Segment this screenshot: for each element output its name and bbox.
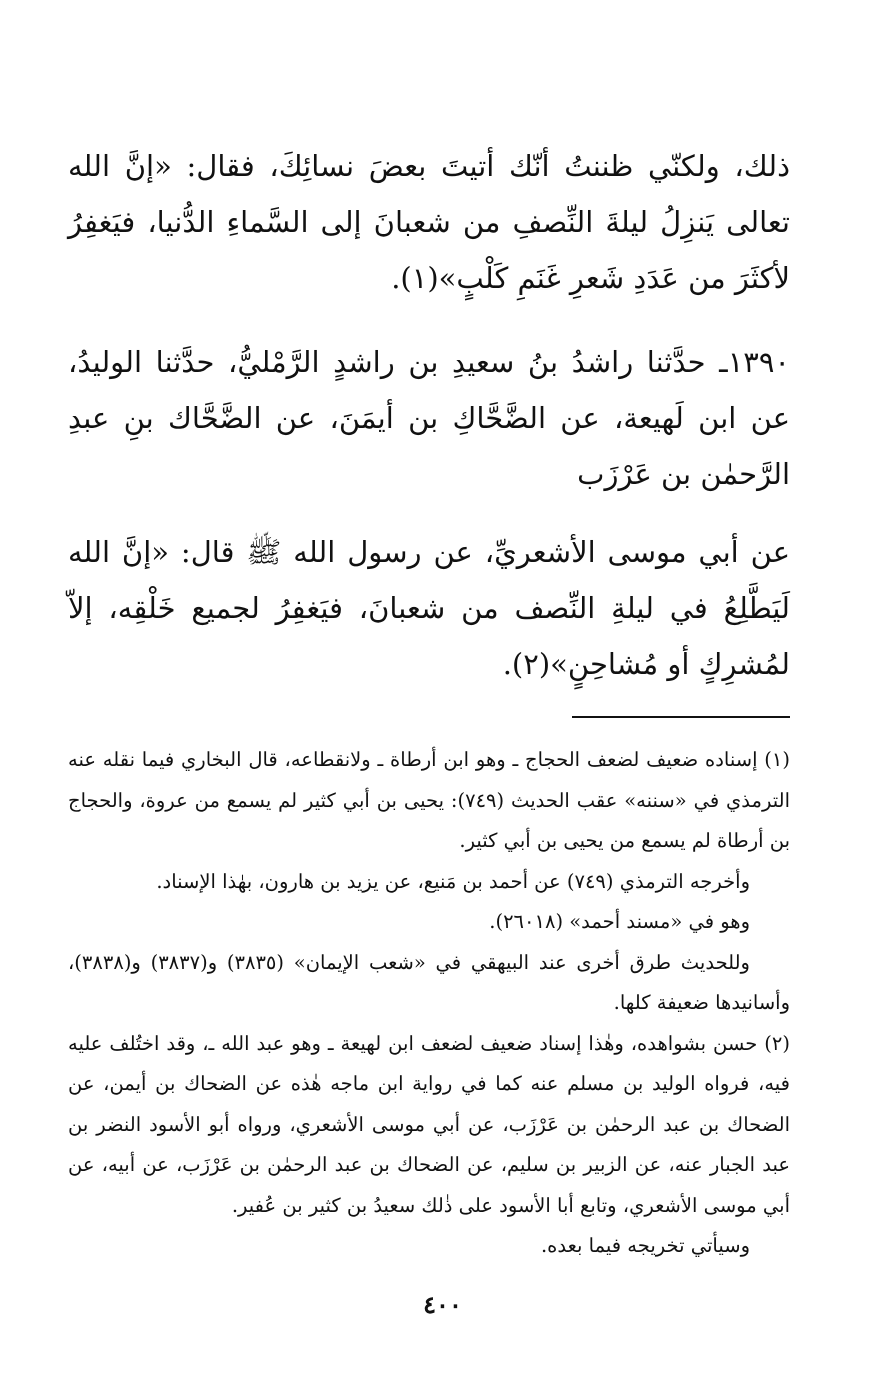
main-paragraph-1: ذلك، ولكنّي ظننتُ أنّك أتيتَ بعضَ نسائِكَ، فقال: «إنَّ الله تعالى يَنزِلُ ليلةَ النِّصفِ من شعبانَ إلى السَّماءِ الدُّنيا، فيَغفِرُ لأكثَرَ من عَدَدِ شَعرِ غَنَمِ كَلْبٍ»(١). — [68, 149, 790, 295]
page-number: ٤٠٠ — [423, 1290, 462, 1319]
book-page — [68, 138, 790, 1267]
footnote-2-later: وسيأتي تخريجه فيما بعده. — [540, 1234, 750, 1257]
hadith-1390-text: عن أبي موسى الأشعريِّ، عن رسول الله ﷺ قال: «إنَّ الله لَيَطَّلِعُ في ليلةِ النِّصف من شعبانَ، فيَغفِرُ لجميع خَلْقِه، إلاّ لمُشرِكٍ أو مُشاحِنٍ»(٢). — [68, 535, 790, 681]
footnote-1-musnad: وهو في «مسند أحمد» (٢٦٠١٨). — [489, 910, 750, 933]
footnote-1: (١) إسناده ضعيف لضعف الحجاج ـ وهو ابن أرطاة ـ ولانقطاعه، قال البخاري فيما نقله عنه الترمذي في «سننه» عقب الحديث (٧٤٩): يحيى بن أبي كثير لم يسمع من عروة، والحجاج بن أرطاة لم يسمع من يحيى بن أبي كثير. — [68, 748, 790, 852]
footnote-1-tirmidhi: وأخرجه الترمذي (٧٤٩) عن أحمد بن مَنيع، عن يزيد بن هارون، بهٰذا الإسناد. — [156, 869, 750, 893]
footnote-divider — [572, 716, 790, 718]
footnote-1-bayhaqi: وللحديث طرق أخرى عند البيهقي في «شعب الإيمان» (٣٨٣٥) و(٣٨٣٧) و(٣٨٣٨)، وأسانيدها ضعيفة كلها. — [68, 950, 790, 1014]
footnote-2: (٢) حسن بشواهده، وهٰذا إسناد ضعيف لضعف ابن لهيعة ـ وهو عبد الله ـ، وقد اختُلف عليه فيه، فرواه الوليد بن مسلم عنه كما في رواية ابن ماجه هٰذه عن الضحاك بن أيمن، عن الضحاك بن عبد الرحمٰن بن عَرْزَب، عن أبي موسى الأشعري، ورواه أبو الأسود النضر بن عبد الجبار عنه، عن الزبير بن سليم، عن الضحاك بن عبد الرحمٰن بن عَرْزَب، عن أبيه، عن أبي موسى الأشعري، وتابع أبا الأسود على ذٰلك سعيدُ بن كثير بن عُفير. — [68, 1031, 790, 1217]
hadith-1390-chain: ١٣٩٠ـ حدَّثنا راشدُ بنُ سعيدِ بن راشدٍ الرَّمْليُّ، حدَّثنا الوليدُ، عن ابن لَهيعة، عن الضَّحَّاكِ بن أيمَنَ، عن الضَّحَّاك بنِ عبدِ الرَّحمٰن بن عَرْزَب — [68, 345, 790, 491]
